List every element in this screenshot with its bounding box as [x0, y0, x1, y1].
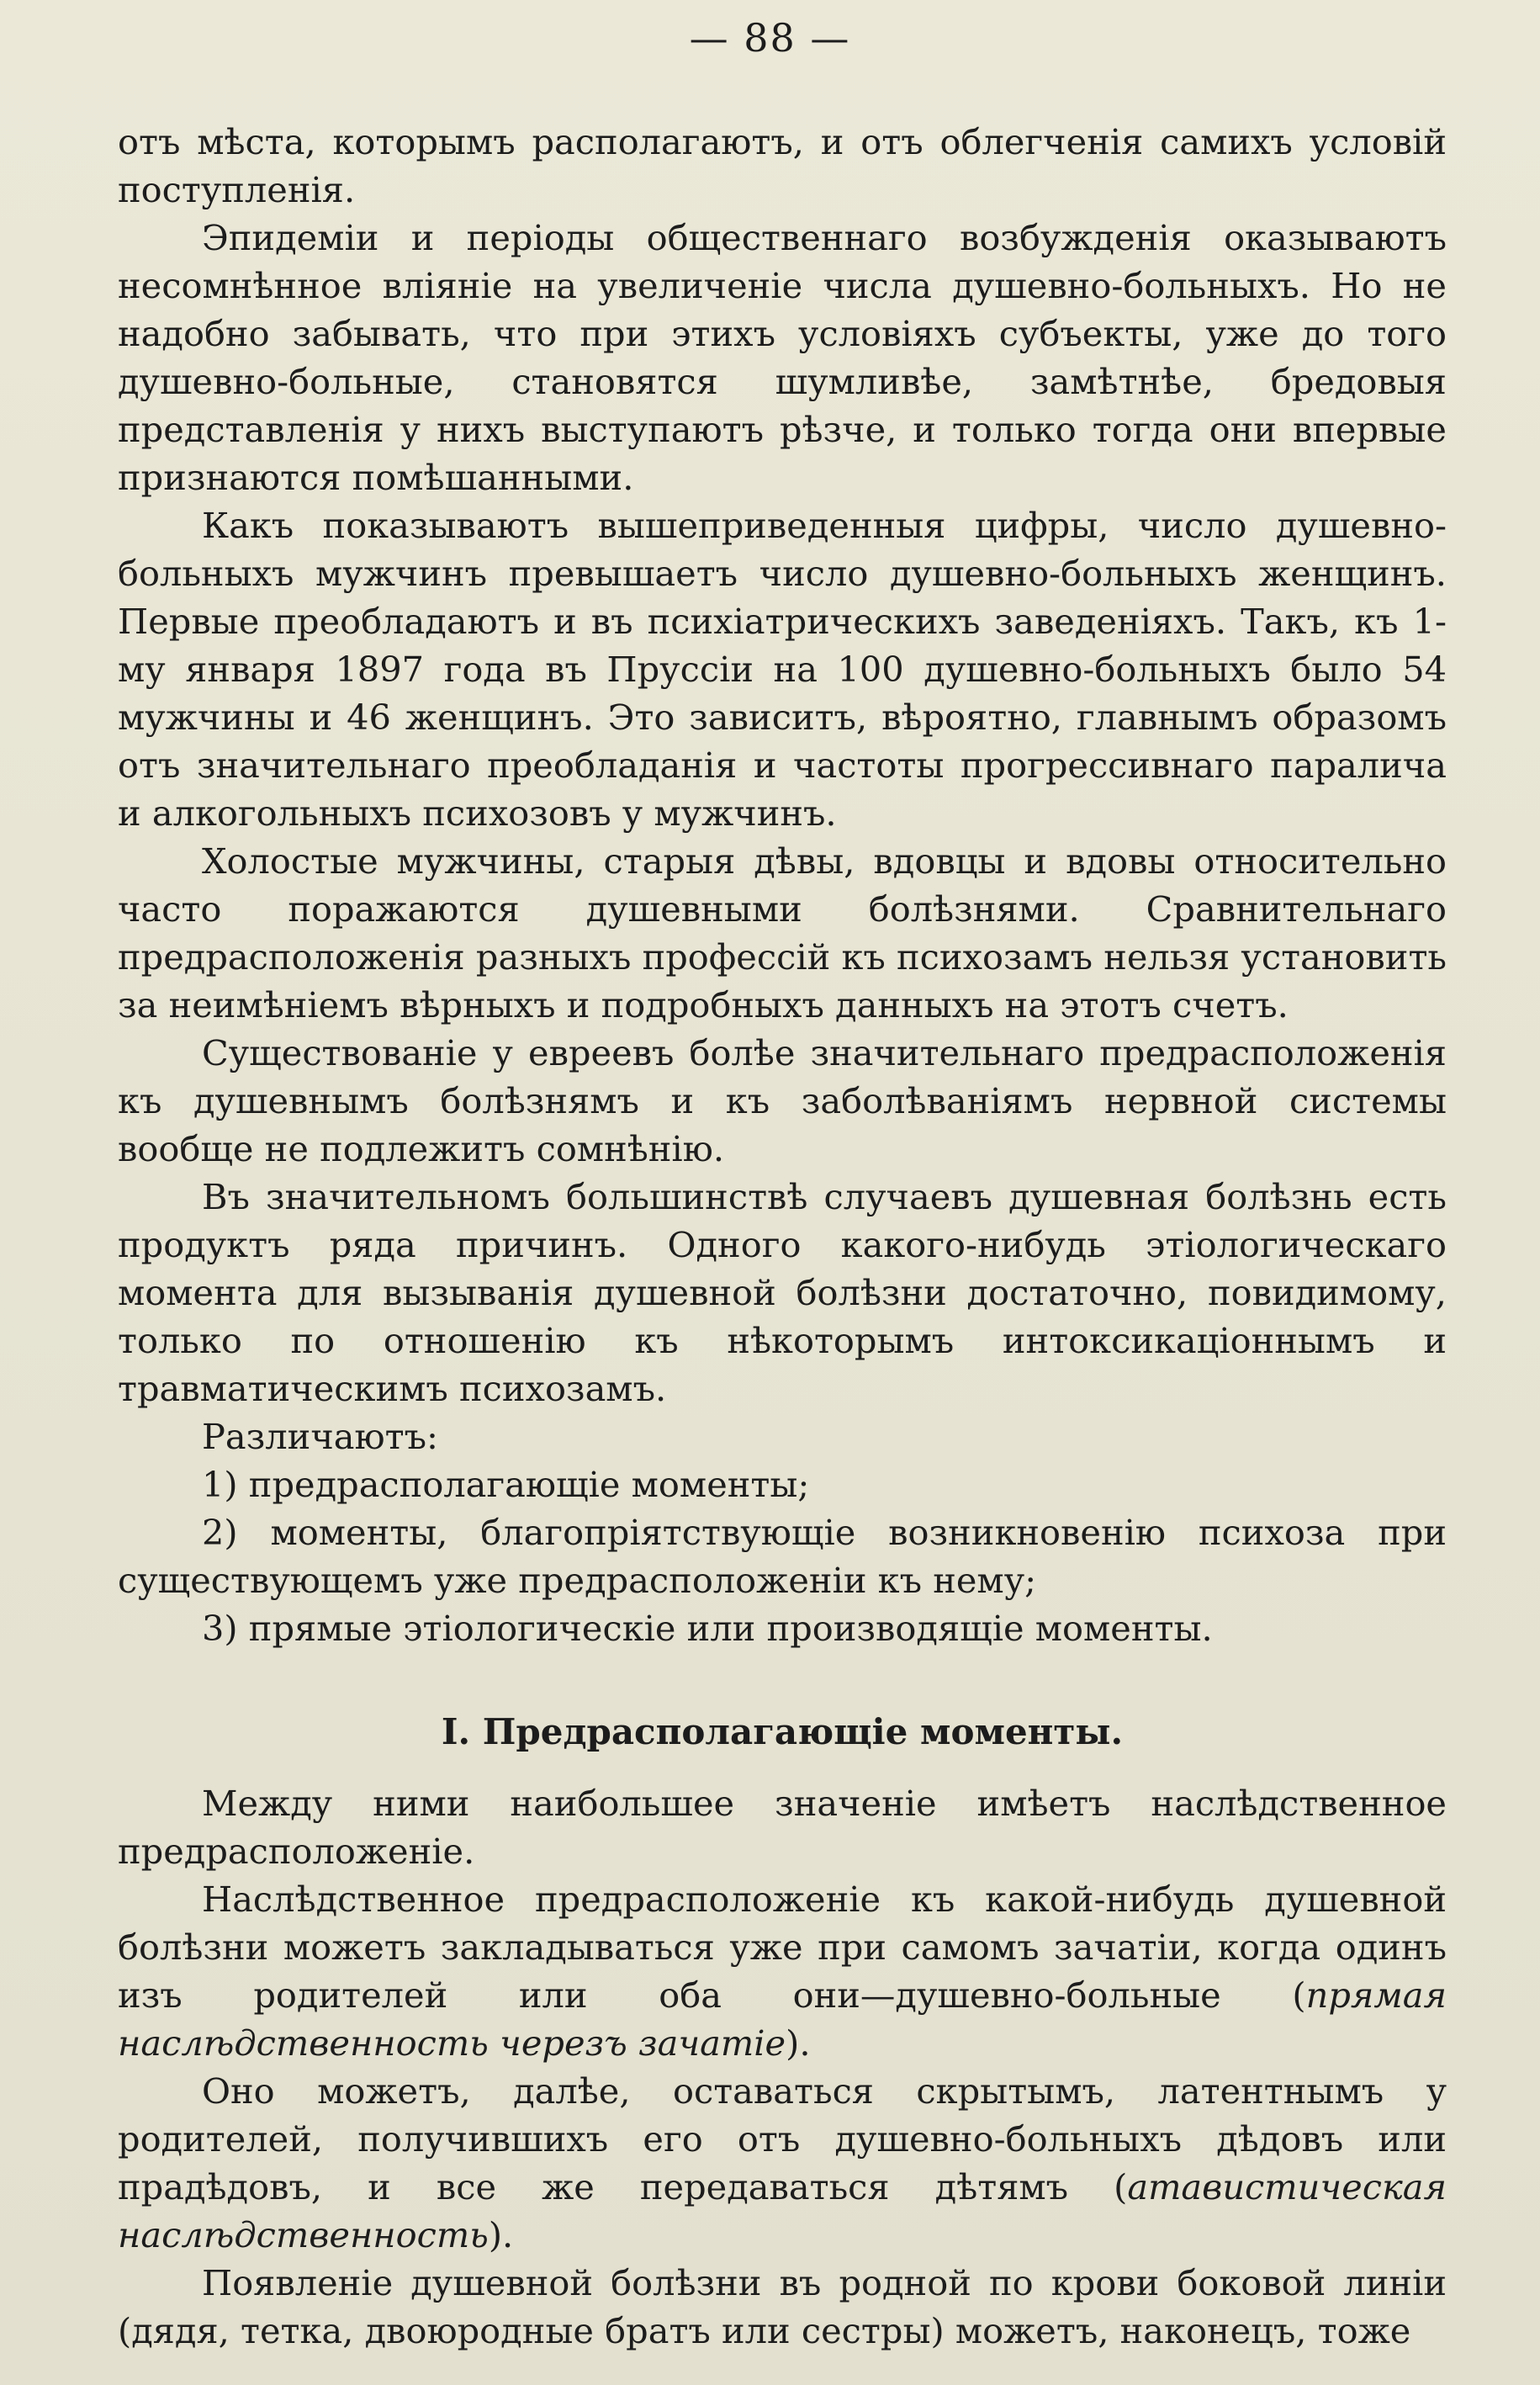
page-body	[118, 118, 1447, 2355]
paragraph: Какъ показываютъ вышеприведенныя цифры, число душевно-больныхъ мужчинъ превышаетъ число душевно-больныхъ женщинъ. Первые преобладаютъ и въ психіатрическихъ заведеніяхъ. Такъ, къ 1-му января 1897 года въ Пруссіи на 100 душевно-больныхъ было 54 мужчины и 46 женщинъ. Это зависитъ, вѣроятно, главнымъ образомъ отъ значительнаго преобладанія и частоты прогрессивнаго паралича и алкогольныхъ психозовъ у мужчинъ.	[118, 505, 1447, 834]
paragraph-text: ).	[488, 2214, 514, 2255]
paragraph-continuation: отъ мѣста, которымъ располагаютъ, и отъ облегченія самихъ условій поступленія.	[118, 121, 1447, 210]
paragraph: Появленіе душевной болѣзни въ родной по крови боковой линіи (дядя, тетка, двоюродные братъ или сестры) можетъ, наконецъ, тоже	[118, 2262, 1447, 2351]
list-item: 1) предрасполагающіе моменты;	[202, 1464, 810, 1505]
paragraph: Различаютъ:	[202, 1416, 438, 1457]
paragraph	[118, 1875, 1447, 2067]
list-item: 3) прямые этіологическіе или производящіе моменты.	[202, 1608, 1213, 1649]
page-number: — 88 —	[689, 15, 851, 61]
paragraph: Существованіе у евреевъ болѣе значительнаго предрасположенія къ душевнымъ болѣзнямъ и къ заболѣваніямъ нервной системы вообще не подлежитъ сомнѣнію.	[118, 1032, 1447, 1169]
italic-term: прямая наслѣдственность черезъ зачатіе	[118, 1974, 1447, 2064]
section-heading: I. Предрасполагающіе моменты.	[441, 1711, 1124, 1752]
paragraph: Въ значительномъ большинствѣ случаевъ душевная болѣзнь есть продуктъ ряда причинъ. Одного какого-нибудь этіологическаго момента для вызыванія душевной болѣзни достаточно, повидимому, только по отношенію къ нѣкоторымъ интоксикаціоннымъ и травматическимъ психозамъ.	[118, 1176, 1447, 1409]
paragraph-text: ).	[786, 2022, 811, 2064]
paragraph-text: Оно можетъ, далѣе, оставаться скрытымъ, латентнымъ у родителей, получившихъ его отъ душевно-больныхъ дѣдовъ или прадѣдовъ, и все же передаваться дѣтямъ (	[118, 2070, 1447, 2207]
paragraph-text: Наслѣдственное предрасположеніе къ какой-нибудь душевной болѣзни можетъ закладываться уже при самомъ зачатіи, когда одинъ изъ родителей или оба они—душевно-больные (	[118, 1879, 1447, 2016]
paragraph	[118, 2067, 1447, 2259]
paragraph: Эпидеміи и періоды общественнаго возбужденія оказываютъ несомнѣнное вліяніе на увеличеніе числа душевно-больныхъ. Но не надобно забывать, что при этихъ условіяхъ субъекты, уже до того душевно-больные, становятся шумливѣе, замѣтнѣе, бредовыя представленія у нихъ выступаютъ рѣзче, и только тогда они впервые признаются помѣшанными.	[118, 217, 1447, 498]
list-item: 2) моменты, благопріятствующіе возникновенію психоза при существующемъ уже предрасположеніи къ нему;	[118, 1512, 1447, 1601]
italic-term: атавистическая наслѣдственность	[118, 2166, 1447, 2255]
paragraph: Между ними наибольшее значеніе имѣетъ наслѣдственное предрасположеніе.	[118, 1783, 1447, 1872]
paragraph: Холостые мужчины, старыя дѣвы, вдовцы и вдовы относительно часто поражаются душевными болѣзнями. Сравнительнаго предрасположенія разныхъ профессій къ психозамъ нельзя установить за неимѣніемъ вѣрныхъ и подробныхъ данныхъ на этотъ счетъ.	[118, 840, 1447, 1026]
